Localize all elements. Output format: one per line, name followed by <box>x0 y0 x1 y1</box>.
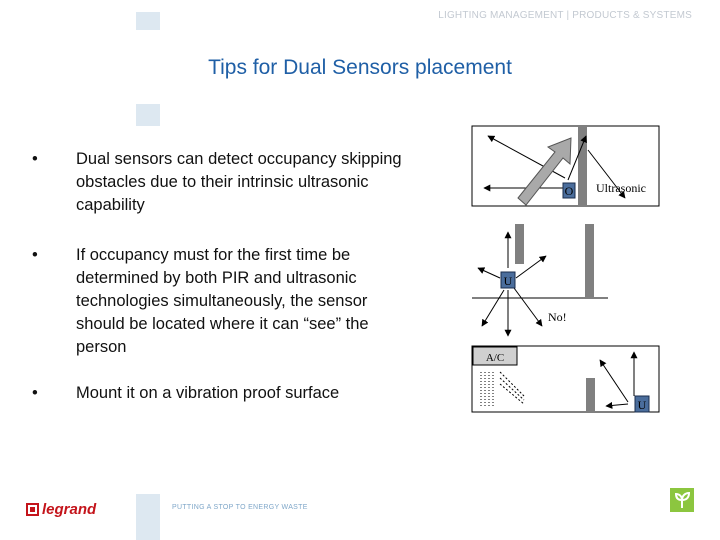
wall-obstacle <box>515 224 524 264</box>
bullet-marker: • <box>32 384 38 402</box>
detection-ray <box>482 290 504 326</box>
diagram-ultrasonic-obstacle <box>472 126 659 206</box>
leaf-icon <box>670 488 694 512</box>
sensor-u2-label: U <box>637 398 647 412</box>
detection-ray <box>478 268 500 278</box>
header-tagline: LIGHTING MANAGEMENT | PRODUCTS & SYSTEMS <box>438 10 692 21</box>
leaf-glyph <box>670 488 694 512</box>
ac-label: A/C <box>485 352 505 364</box>
bullet-text: If occupancy must for the first time be determined by both PIR and ultrasonic technologies simultaneously, the sensor should be located where it can “see” the person <box>76 246 369 356</box>
legrand-logo-icon <box>26 503 39 516</box>
diagram-vibration <box>472 346 659 412</box>
wall-obstacle <box>585 224 594 298</box>
no-label: No! <box>548 310 567 324</box>
bullet-text: Dual sensors can detect occupancy skipping obstacles due to their intrinsic ultrasonic capability <box>76 150 402 214</box>
sensor-o-label: O <box>564 184 574 198</box>
slide-title: Tips for Dual Sensors placement <box>208 56 512 79</box>
wall-obstacle <box>586 378 595 412</box>
legrand-logo <box>26 501 96 518</box>
diagram-wrong-placement <box>472 224 608 336</box>
footer-tagline: PUTTING A STOP TO ENERGY WASTE <box>172 504 308 511</box>
ultrasonic-label: Ultrasonic <box>596 181 646 195</box>
bullet-text: Mount it on a vibration proof surface <box>76 384 340 402</box>
sensor-u-label: U <box>503 274 513 288</box>
bullet-marker: • <box>32 246 38 264</box>
brand-name: legrand <box>42 501 97 518</box>
bullet-marker: • <box>32 150 38 168</box>
detection-ray <box>514 288 542 326</box>
